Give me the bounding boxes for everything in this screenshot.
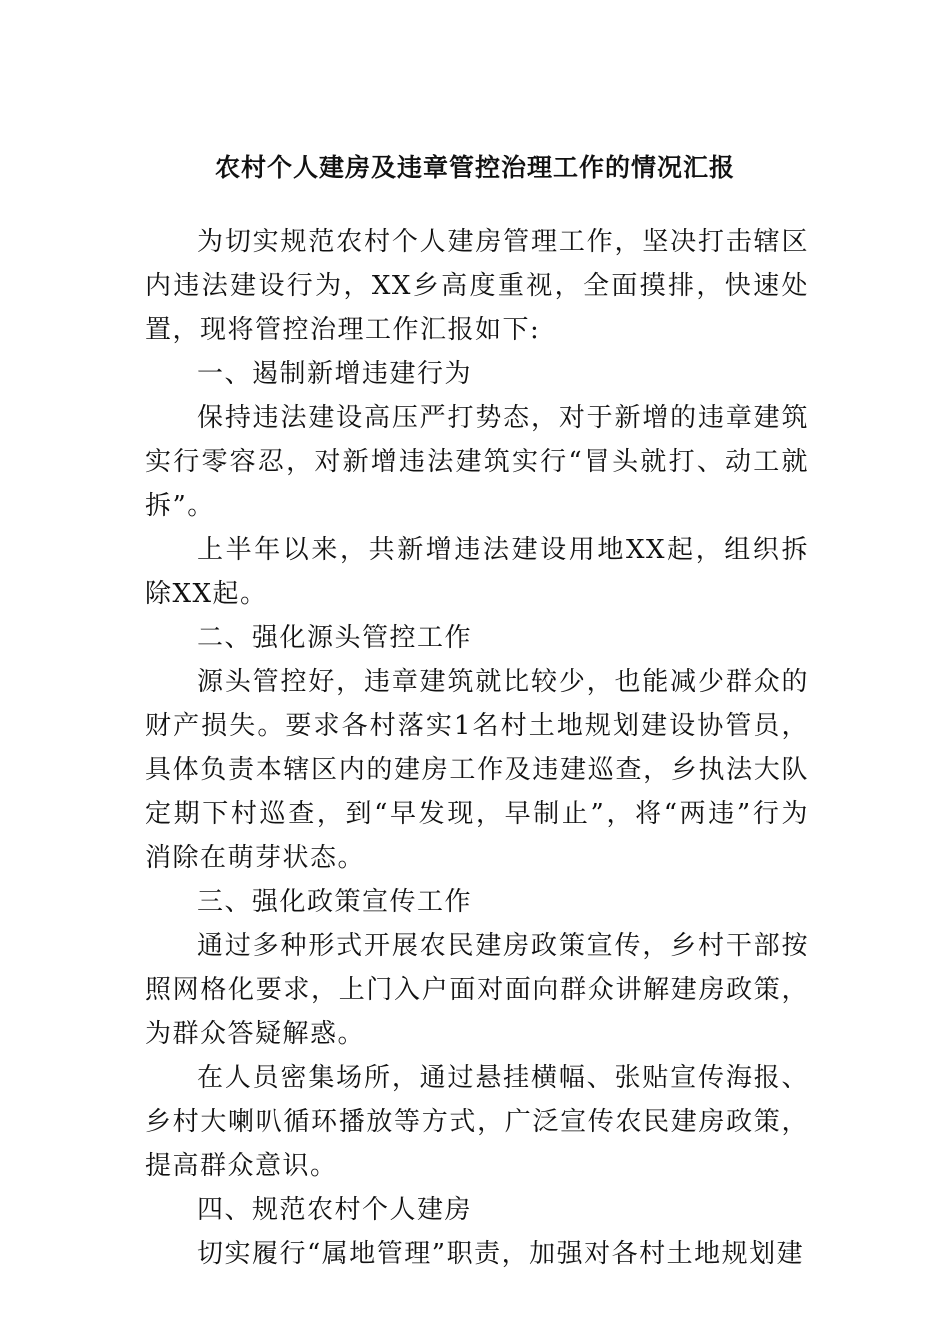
section-heading-1: 一、遏制新增违建行为 [197, 359, 473, 389]
section-heading-3: 三、强化政策宣传工作 [197, 887, 473, 917]
intro-paragraph: 为切实规范农村个人建房管理工作，坚决打击辖区内违法建设行为，XX乡高度重视，全面摸排，快速处置，现将管控治理工作汇报如下: [145, 227, 809, 345]
section-3-paragraph-2: 在人员密集场所，通过悬挂横幅、张贴宣传海报、乡村大喇叭循环播放等方式，广泛宣传农民建房政策，提高群众意识。 [145, 1063, 809, 1181]
section-1-paragraph-1: 保持违法建设高压严打势态，对于新增的违章建筑实行零容忍，对新增违法建筑实行“冒头就打、动工就拆”。 [145, 403, 809, 521]
section-1-paragraph-2: 上半年以来，共新增违法建设用地XX起，组织拆除XX起。 [145, 535, 809, 609]
section-4-paragraph-1: 切实履行“属地管理”职责，加强对各村土地规划建 [197, 1239, 805, 1269]
section-heading-4: 四、规范农村个人建房 [197, 1195, 473, 1225]
section-2-paragraph-1: 源头管控好，违章建筑就比较少，也能减少群众的财产损失。要求各村落实1名村土地规划建设协管员，具体负责本辖区内的建房工作及违建巡查，乡执法大队定期下村巡查，到“早发现，早制止”，将“两违”行为消除在萌芽状态。 [145, 667, 809, 873]
document-title: 农村个人建房及违章管控治理工作的情况汇报 [214, 153, 735, 182]
section-3-paragraph-1: 通过多种形式开展农民建房政策宣传，乡村干部按照网格化要求，上门入户面对面向群众讲解建房政策，为群众答疑解惑。 [145, 931, 809, 1049]
document-body [145, 220, 809, 1276]
section-heading-2: 二、强化源头管控工作 [197, 623, 473, 653]
